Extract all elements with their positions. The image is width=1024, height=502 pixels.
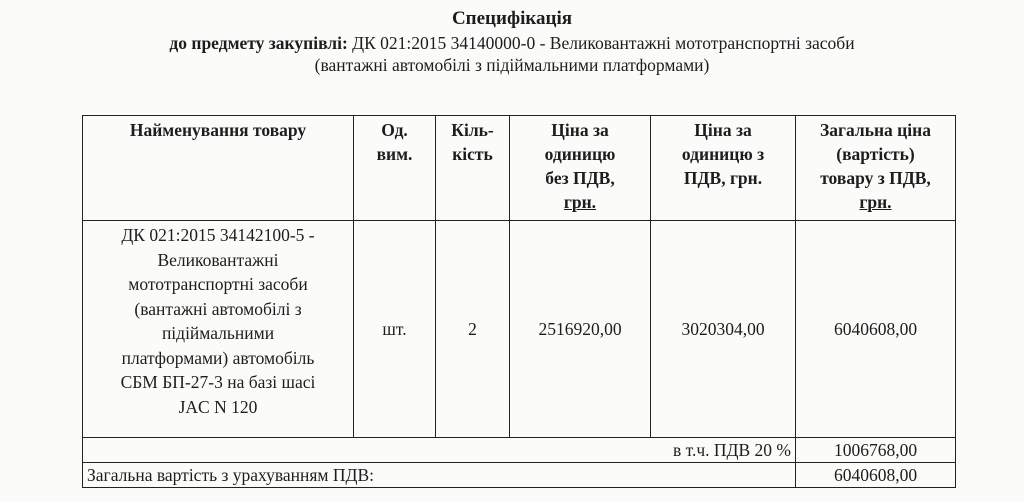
specification-table xyxy=(82,115,956,488)
cell-unit: шт. xyxy=(354,221,436,438)
header-name: Найменування товару xyxy=(83,116,354,221)
grand-total-row xyxy=(83,463,956,488)
header-qty: Кіль- кість xyxy=(436,116,510,221)
table-row xyxy=(83,221,956,438)
subtitle-prefix: до предмету закупівлі: xyxy=(169,33,348,53)
cell-qty: 2 xyxy=(436,221,510,438)
header-unit: Од. вим. xyxy=(354,116,436,221)
grand-total-label: Загальна вартість з урахуванням ПДВ: xyxy=(83,463,796,488)
document-title: Специфікація xyxy=(451,8,573,29)
vat-value: 1006768,00 xyxy=(796,438,956,463)
cell-item-name: ДК 021:2015 34142100-5 - Великовантажні мототранспортні засоби (вантажні автомобілі з підіймальними платформами) автомобіль СБМ БП-27-3 на базі шасі JAC N 120 xyxy=(83,221,354,438)
subtitle-line2: (вантажні автомобілі з підіймальними платформами) xyxy=(314,55,710,75)
subtitle-line1: ДК 021:2015 34140000-0 - Великовантажні мототранспортні засоби xyxy=(352,33,855,53)
header-total: Загальна ціна (вартість) товару з ПДВ, грн. xyxy=(796,116,956,221)
header-price: Ціна за одиницю без ПДВ, грн. xyxy=(510,116,651,221)
vat-row xyxy=(83,438,956,463)
header-price-vat: Ціна за одиницю з ПДВ, грн. xyxy=(651,116,796,221)
grand-total-value: 6040608,00 xyxy=(796,463,956,488)
cell-price: 2516920,00 xyxy=(510,221,651,438)
document-subtitle xyxy=(40,32,984,76)
cell-total: 6040608,00 xyxy=(796,221,956,438)
cell-price-vat: 3020304,00 xyxy=(651,221,796,438)
vat-label: в т.ч. ПДВ 20 % xyxy=(83,438,796,463)
table-header-row xyxy=(83,116,956,221)
